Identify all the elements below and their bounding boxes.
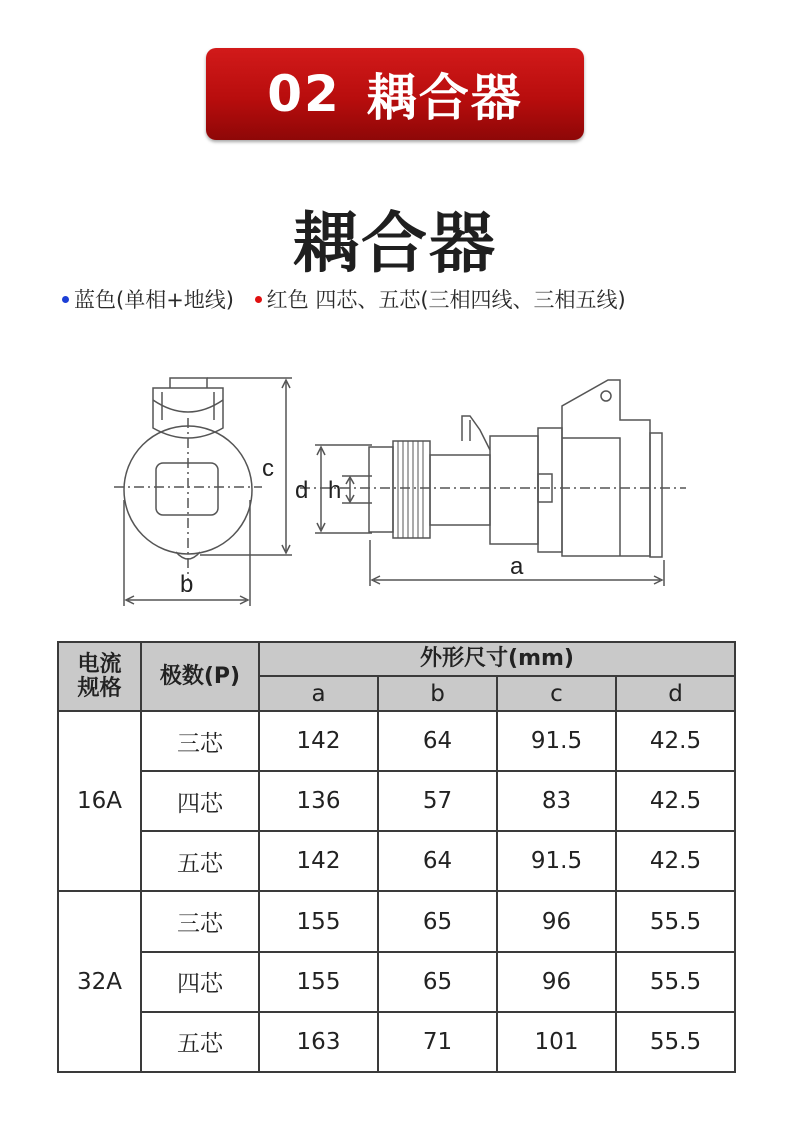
side-view: [300, 380, 686, 586]
dim-c-cell: 91.5: [497, 711, 616, 771]
dimensions-table: [57, 641, 736, 1073]
table-row: [58, 831, 735, 891]
dim-a-cell: 142: [259, 831, 378, 891]
dim-c-cell: 101: [497, 1012, 616, 1072]
dim-a-cell: 155: [259, 952, 378, 1012]
section-banner: [206, 48, 584, 140]
poles-cell: 三芯: [141, 891, 259, 951]
front-view: [114, 378, 292, 606]
legend-red-text: 红色 四芯、五芯(三相四线、三相五线): [266, 288, 626, 312]
page-title: 耦合器: [293, 205, 497, 282]
dim-b-cell: 64: [378, 711, 497, 771]
dim-d-cell: 55.5: [616, 952, 735, 1012]
dim-d-cell: 55.5: [616, 1012, 735, 1072]
blue-dot-icon: [62, 296, 69, 303]
table-row: [58, 771, 735, 831]
current-cell: 16A: [58, 711, 141, 891]
dim-label-b: b: [180, 571, 194, 598]
header-dimensions: 外形尺寸(mm): [259, 642, 735, 676]
header-poles: 极数(P): [141, 642, 259, 711]
dim-d-cell: 42.5: [616, 711, 735, 771]
header-current-line1: 电流: [77, 651, 122, 677]
poles-cell: 四芯: [141, 952, 259, 1012]
dim-label-a: a: [510, 553, 524, 580]
table-row: [58, 952, 735, 1012]
red-dot-icon: [255, 296, 262, 303]
dim-c-cell: 91.5: [497, 831, 616, 891]
poles-cell: 五芯: [141, 1012, 259, 1072]
dim-b-cell: 71: [378, 1012, 497, 1072]
table-row: [58, 711, 735, 771]
dim-a-cell: 142: [259, 711, 378, 771]
dim-b-cell: 65: [378, 891, 497, 951]
section-title: 耦合器: [366, 69, 523, 127]
dim-d-cell: 55.5: [616, 891, 735, 951]
header-dim-b: b: [378, 676, 497, 711]
header-current-line2: 规格: [77, 675, 122, 701]
poles-cell: 四芯: [141, 771, 259, 831]
table-row: [58, 1012, 735, 1072]
poles-cell: 三芯: [141, 711, 259, 771]
section-number: 02: [267, 65, 341, 123]
current-cell: 32A: [58, 891, 141, 1072]
dim-b-cell: 64: [378, 831, 497, 891]
header-current: [58, 642, 141, 711]
header-dim-a: a: [259, 676, 378, 711]
dim-a-cell: 163: [259, 1012, 378, 1072]
dim-c-cell: 96: [497, 952, 616, 1012]
header-dim-c: c: [497, 676, 616, 711]
dim-label-d: d: [295, 477, 309, 504]
color-legend: [62, 284, 626, 314]
legend-blue-text: 蓝色(单相+地线): [74, 288, 234, 312]
dim-d-cell: 42.5: [616, 771, 735, 831]
dim-a-cell: 136: [259, 771, 378, 831]
dim-c-cell: 96: [497, 891, 616, 951]
poles-cell: 五芯: [141, 831, 259, 891]
dimension-drawing: [0, 360, 790, 620]
dim-b-cell: 65: [378, 952, 497, 1012]
header-dim-d: d: [616, 676, 735, 711]
table-row: [58, 891, 735, 951]
dim-a-cell: 155: [259, 891, 378, 951]
dim-c-cell: 83: [497, 771, 616, 831]
dim-d-cell: 42.5: [616, 831, 735, 891]
dim-b-cell: 57: [378, 771, 497, 831]
dim-label-c: c: [262, 455, 274, 482]
dim-label-h: h: [328, 477, 342, 504]
